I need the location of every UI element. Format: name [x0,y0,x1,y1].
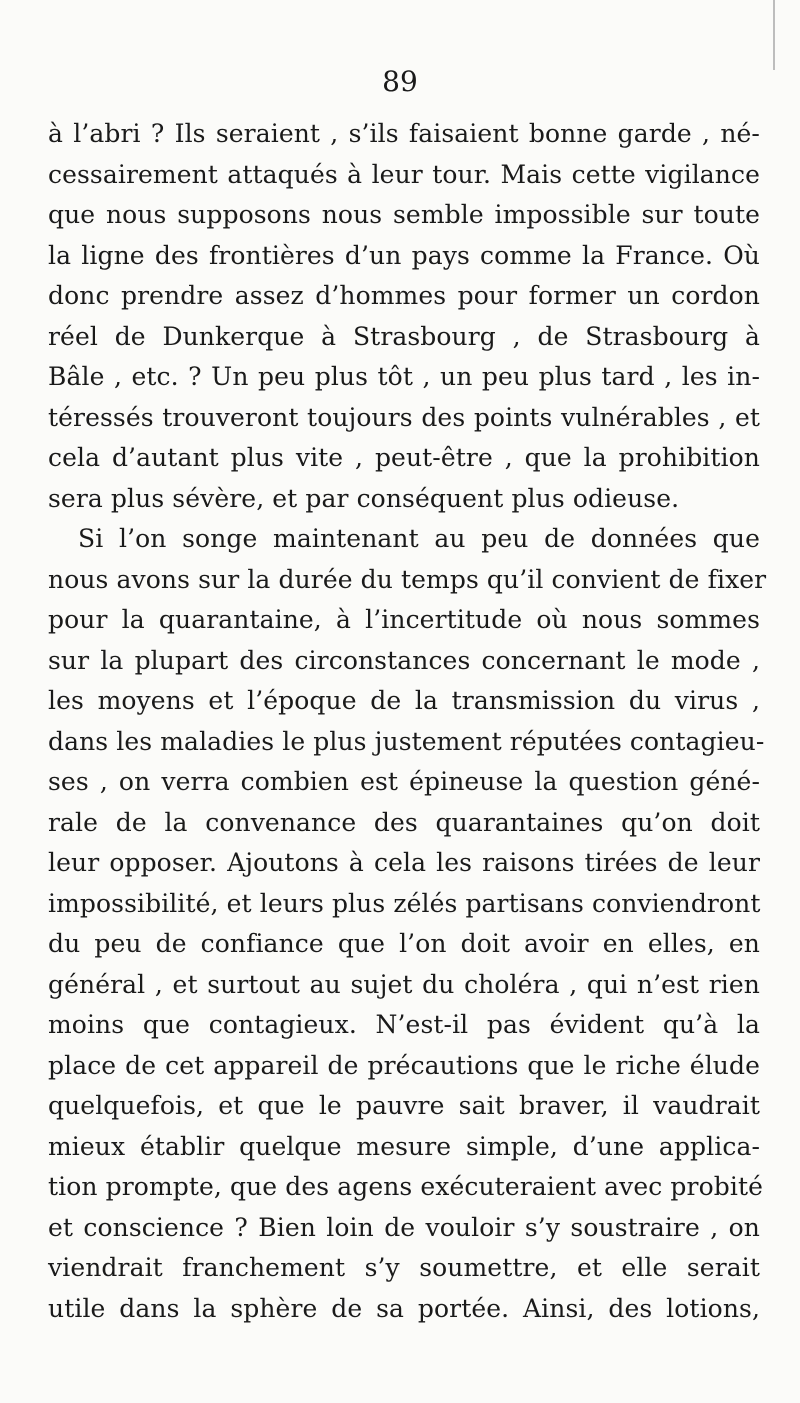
text-line: place de cet appareil de précautions que le riche élude [48,1050,760,1080]
body-text [48,114,767,1329]
text-line: pour la quarantaine, à l’incertitude où nous sommes [48,605,760,634]
text-line: que nous supposons nous semble impossible sur toute [48,200,760,229]
text-line: quelquefois, et que le pauvre sait braver, il vaudrait [48,1091,760,1120]
text-line: ses , on verra combien est épineuse la question géné- [48,767,760,796]
text-line: à l’abri ? Ils seraient , s’ils faisaient bonne garde , né- [48,119,760,148]
text-line: moins que contagieux. N’est-il pas évident qu’à la [48,1010,760,1039]
text-line: général , et surtout au sujet du choléra , qui n’est rien [48,969,760,999]
text-line: sera plus sévère, et par conséquent plus odieuse. [48,483,680,513]
text-line: leur opposer. Ajoutons à cela les raisons tirées de leur [48,848,760,877]
text-line: téressés trouveront toujours des points vulnérables , et [48,402,760,432]
text-line: dans les maladies le plus justement réputées contagieu- [48,726,765,756]
text-line: rale de la convenance des quarantaines qu’on doit [48,807,760,837]
text-line: Si l’on songe maintenant au peu de données que [78,524,760,553]
text-line: impossibilité, et leurs plus zélés partisans conviendront [48,888,761,918]
text-line: la ligne des frontières d’un pays comme la France. Où [48,240,760,270]
text-line: réel de Dunkerque à Strasbourg , de Strasbourg à [48,321,760,351]
page-number: 89 [382,65,418,98]
text-line: tion prompte, que des agens exécuteraient avec probité [48,1172,763,1201]
text-line: cessairement attaqués à leur tour. Mais cette vigilance [48,159,760,189]
text-line: sur la plupart des circonstances concernant le mode , [48,645,760,675]
page-edge-mark [773,0,775,70]
text-line: donc prendre assez d’hommes pour former un cordon [48,281,760,310]
text-line: viendrait franchement s’y soumettre, et elle serait [48,1253,760,1282]
text-line: mieux établir quelque mesure simple, d’une applica- [48,1131,760,1161]
text-line: utile dans la sphère de sa portée. Ainsi, des lotions, [48,1293,760,1323]
text-line: et conscience ? Bien loin de vouloir s’y soustraire , on [48,1212,760,1242]
text-line: les moyens et l’époque de la transmission du virus , [48,686,760,715]
text-line: du peu de confiance que l’on doit avoir en elles, en [48,929,760,958]
text-line: nous avons sur la durée du temps qu’il convient de fixer [48,564,767,594]
text-line: cela d’autant plus vite , peut-être , que la prohibition [48,443,760,472]
text-line: Bâle , etc. ? Un peu plus tôt , un peu plus tard , les in- [48,362,760,391]
